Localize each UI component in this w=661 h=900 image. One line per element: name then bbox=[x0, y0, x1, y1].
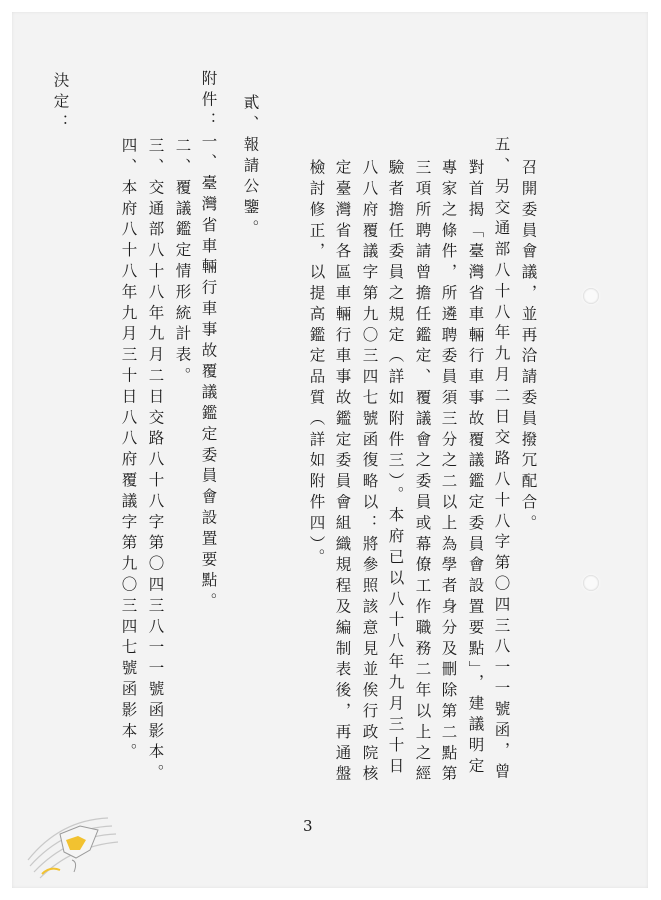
report-line: 貳、報請公鑒。 bbox=[241, 94, 260, 241]
text-line-4: 專家之條件，所遴聘委員須三分之二以上為學者身分及刪除第二點第 bbox=[439, 159, 458, 786]
text-line-5: 三項所聘請曾擔任鑑定、覆議會之委員或幕僚工作職務二年以上之經 bbox=[413, 159, 432, 786]
text-line-7: 八八府覆議字第九〇三四七號函復略以：將參照該意見並俟行政院核 bbox=[360, 159, 379, 786]
binding-hole-top bbox=[583, 288, 599, 304]
attachment-line-1: 附件：一、臺灣省車輛行車事故覆議鑑定委員會設置要點。 bbox=[199, 70, 218, 614]
text-line-6: 驗者擔任委員之規定（詳如附件三）。本府已以八十八年九月三十日 bbox=[386, 159, 405, 779]
decision-label: 決定： bbox=[51, 72, 70, 135]
text-line-3: 對首揭「臺灣省車輛行車事故覆議鑑定委員會設置要點」，建議明定 bbox=[466, 159, 485, 779]
attachment-line-3: 三、交通部八十八年九月二日交路八十八字第〇四三八一一號函影本。 bbox=[146, 137, 165, 785]
attachment-line-4: 四、本府八十八年九月三十日八八府覆議字第九〇三四七號函影本。 bbox=[119, 137, 138, 764]
attachment-line-2: 二、覆議鑑定情形統計表。 bbox=[173, 137, 192, 388]
text-line-2: 五、另交通部八十八年九月二日交路八十八字第〇四三八一一號函，曾 bbox=[492, 136, 511, 784]
text-line-1: 召開委員會議，並再洽請委員撥冗配合。 bbox=[519, 159, 538, 536]
page-number: 3 bbox=[303, 817, 313, 835]
binding-hole-bottom bbox=[583, 575, 599, 591]
document-page bbox=[12, 12, 648, 888]
archive-logo-icon bbox=[20, 800, 130, 888]
text-line-8: 定臺灣省各區車輛行車事故鑑定委員會組織規程及編制表後，再通盤 bbox=[333, 159, 352, 786]
text-line-9: 檢討修正，以提高鑑定品質（詳如附件四）。 bbox=[307, 159, 326, 570]
